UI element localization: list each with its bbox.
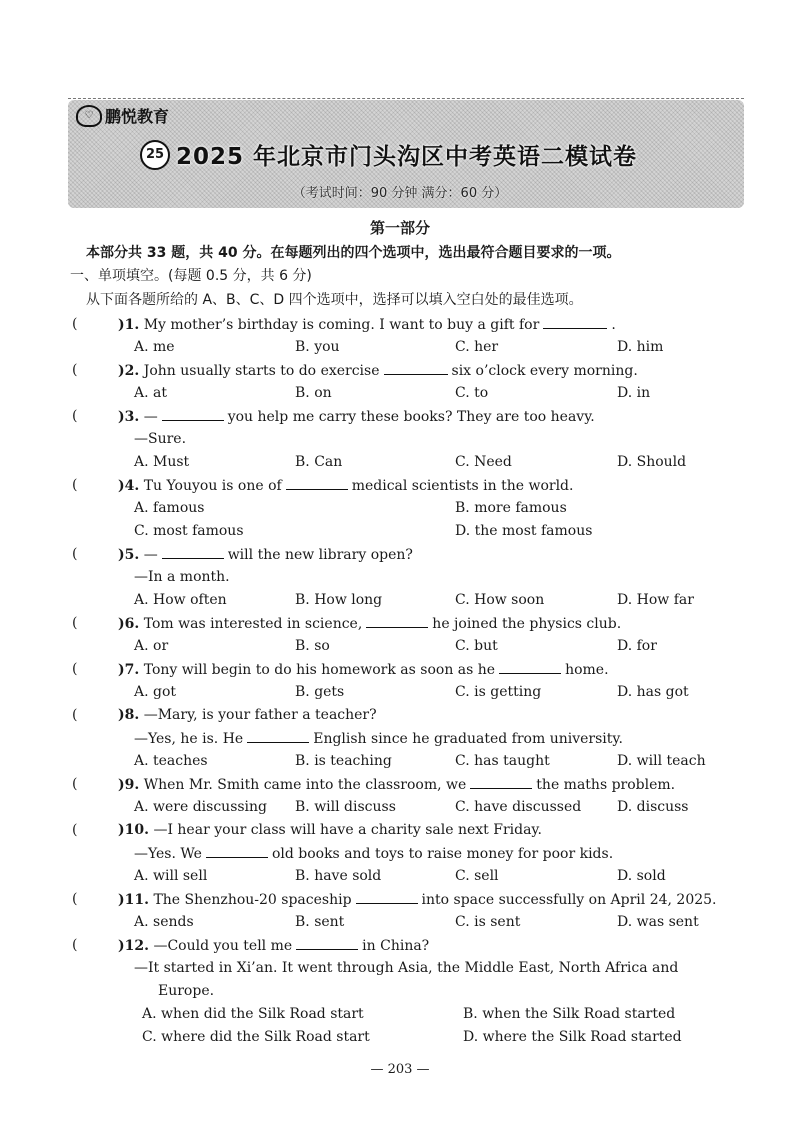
reply-text: —Sure. [134,431,187,447]
stem-text: in China? [362,938,430,954]
option-D[interactable]: D. where the Silk Road started [463,1029,682,1045]
answer-blank[interactable] [499,659,561,674]
option-B[interactable]: B. when the Silk Road started [463,1006,676,1022]
logo-text: 鹏悦教育 [105,107,170,126]
option-A[interactable]: A. at [134,385,167,401]
question-stem [118,659,609,680]
question-stem [118,613,621,634]
answer-blank[interactable] [543,314,607,329]
reply-text: —Yes. We [134,846,202,862]
question-number: )2. [118,363,140,379]
option-C[interactable]: C. to [455,385,489,401]
question-number: )1. [118,317,140,333]
option-A[interactable]: A. got [134,684,177,700]
answer-paren[interactable]: ( [72,316,78,332]
stem-text: —Mary, is your father a teacher? [143,707,377,723]
option-D[interactable]: D. the most famous [455,523,593,539]
stem-text: . [611,317,616,333]
stem-text: Tony will begin to do his homework as soon as he [143,662,496,678]
question-stem [118,475,573,496]
stem-text: the maths problem. [536,777,676,793]
answer-blank[interactable] [286,475,348,490]
option-D[interactable]: D. has got [617,684,689,700]
publisher-logo [76,104,169,127]
option-A[interactable]: A. were discussing [134,799,268,815]
option-D[interactable]: D. in [617,385,651,401]
option-A[interactable]: A. will sell [134,868,208,884]
question-number: )6. [118,616,140,632]
option-C[interactable]: C. most famous [134,523,244,539]
option-B[interactable]: B. have sold [295,868,382,884]
option-B[interactable]: B. How long [295,592,383,608]
question-reply [134,429,186,449]
question-number: )4. [118,478,140,494]
stem-text: Tu Youyou is one of [143,478,282,494]
reply-text: old books and toys to raise money for poor kids. [271,846,614,862]
question-number: )7. [118,662,140,678]
answer-paren[interactable]: ( [72,891,78,907]
part-intro: 本部分共 33 题，共 40 分。在每题列出的四个选项中，选出最符合题目要求的一项。 [86,245,621,261]
option-D[interactable]: D. was sent [617,914,699,930]
answer-paren[interactable]: ( [72,937,78,953]
option-B[interactable]: B. so [295,638,330,654]
section-heading: 一、单项填空。(每题 0.5 分，共 6 分) [70,268,312,284]
option-C[interactable]: C. How soon [455,592,545,608]
reply-text: Europe. [158,983,215,999]
stem-text: My mother’s birthday is coming. I want to buy a gift for [143,317,540,333]
option-C[interactable]: C. sell [455,868,499,884]
option-D[interactable]: D. him [617,339,664,355]
option-A[interactable]: A. teaches [134,753,208,769]
answer-blank[interactable] [162,544,224,559]
question-reply-cont [158,981,214,1001]
page-title: 2025 年北京市门头沟区中考英语二模试卷 [176,144,638,170]
reply-text: —Yes, he is. He [134,731,244,747]
question-stem [118,406,595,427]
option-A[interactable]: A. famous [134,500,205,516]
question-stem [118,314,616,335]
option-B[interactable]: B. Can [295,454,343,470]
stem-text: you help me carry these books? They are too heavy. [227,409,595,425]
answer-paren[interactable]: ( [72,362,78,378]
logo-icon: ♡ [76,105,102,127]
stem-text: Tom was interested in science, [143,616,363,632]
question-stem [118,705,377,725]
answer-paren[interactable]: ( [72,776,78,792]
stem-text: When Mr. Smith came into the classroom, we [143,777,467,793]
question-stem [118,889,717,910]
option-C[interactable]: C. Need [455,454,512,470]
answer-blank[interactable] [384,360,448,375]
stem-text: —Could you tell me [153,938,293,954]
question-number: )3. [118,409,140,425]
option-A[interactable]: A. or [134,638,169,654]
section-instruction: 从下面各题所给的 A、B、C、D 四个选项中，选择可以填入空白处的最佳选项。 [86,292,583,308]
stem-text: into space successfully on April 24, 2025. [421,892,717,908]
paper-number-badge: 25 [140,140,170,170]
title-row [140,138,637,171]
answer-blank[interactable] [206,843,268,858]
option-B[interactable]: B. will discuss [295,799,396,815]
answer-paren[interactable]: ( [72,822,78,838]
question-number: )11. [118,892,149,908]
question-reply [134,843,613,864]
option-B[interactable]: B. on [295,385,332,401]
question-number: )5. [118,547,140,563]
option-B[interactable]: B. gets [295,684,345,700]
option-D[interactable]: D. will teach [617,753,706,769]
option-A[interactable]: A. when did the Silk Road start [142,1006,364,1022]
option-C[interactable]: C. where did the Silk Road start [142,1029,370,1045]
option-B[interactable]: B. is teaching [295,753,392,769]
stem-text: six o’clock every morning. [451,363,638,379]
answer-paren[interactable]: ( [72,477,78,493]
answer-blank[interactable] [162,406,224,421]
question-stem [118,360,638,381]
option-D[interactable]: D. Should [617,454,687,470]
stem-text: he joined the physics club. [432,616,622,632]
answer-blank[interactable] [296,935,358,950]
answer-blank[interactable] [470,774,532,789]
answer-blank[interactable] [356,889,418,904]
option-C[interactable]: C. is getting [455,684,542,700]
option-D[interactable]: D. for [617,638,657,654]
option-B[interactable]: B. you [295,339,340,355]
option-C[interactable]: C. is sent [455,914,521,930]
option-A[interactable]: A. sends [134,914,194,930]
option-A[interactable]: A. How often [134,592,227,608]
option-C[interactable]: C. has taught [455,753,550,769]
option-D[interactable]: D. sold [617,868,666,884]
answer-blank[interactable] [247,728,309,743]
question-reply [134,728,623,749]
option-A[interactable]: A. Must [134,454,190,470]
answer-blank[interactable] [366,613,428,628]
option-B[interactable]: B. sent [295,914,345,930]
question-number: )8. [118,707,140,723]
stem-text: John usually starts to do exercise [143,363,380,379]
page-number: — 203 — [370,1062,430,1077]
question-number: )9. [118,777,140,793]
question-stem [118,544,413,565]
option-C[interactable]: C. her [455,339,499,355]
question-number: )12. [118,938,149,954]
answer-paren[interactable]: ( [72,615,78,631]
part-title: 第一部分 [369,219,430,237]
option-A[interactable]: A. me [134,339,175,355]
option-B[interactable]: B. more famous [455,500,567,516]
stem-text: — [143,547,158,563]
reply-text: English since he graduated from university. [313,731,623,747]
exam-info: （考试时间：90 分钟 满分：60 分） [292,186,508,201]
option-C[interactable]: C. but [455,638,498,654]
question-stem [118,935,429,956]
stem-text: home. [565,662,609,678]
answer-paren[interactable]: ( [72,661,78,677]
reply-text: —In a month. [134,569,230,585]
option-C[interactable]: C. have discussed [455,799,582,815]
stem-text: —I hear your class will have a charity sale next Friday. [153,822,542,838]
stem-text: will the new library open? [227,547,413,563]
question-stem [118,774,675,795]
answer-paren[interactable]: ( [72,408,78,424]
question-reply [134,567,230,587]
answer-paren[interactable]: ( [72,546,78,562]
answer-paren[interactable]: ( [72,707,78,723]
stem-text: — [143,409,158,425]
reply-text: —It started in Xi’an. It went through Asia, the Middle East, North Africa and [134,960,679,976]
option-D[interactable]: D. discuss [617,799,689,815]
question-reply [134,958,678,978]
question-number: )10. [118,822,149,838]
stem-text: The Shenzhou-20 spaceship [153,892,352,908]
stem-text: medical scientists in the world. [351,478,574,494]
option-D[interactable]: D. How far [617,592,694,608]
question-stem [118,820,542,840]
